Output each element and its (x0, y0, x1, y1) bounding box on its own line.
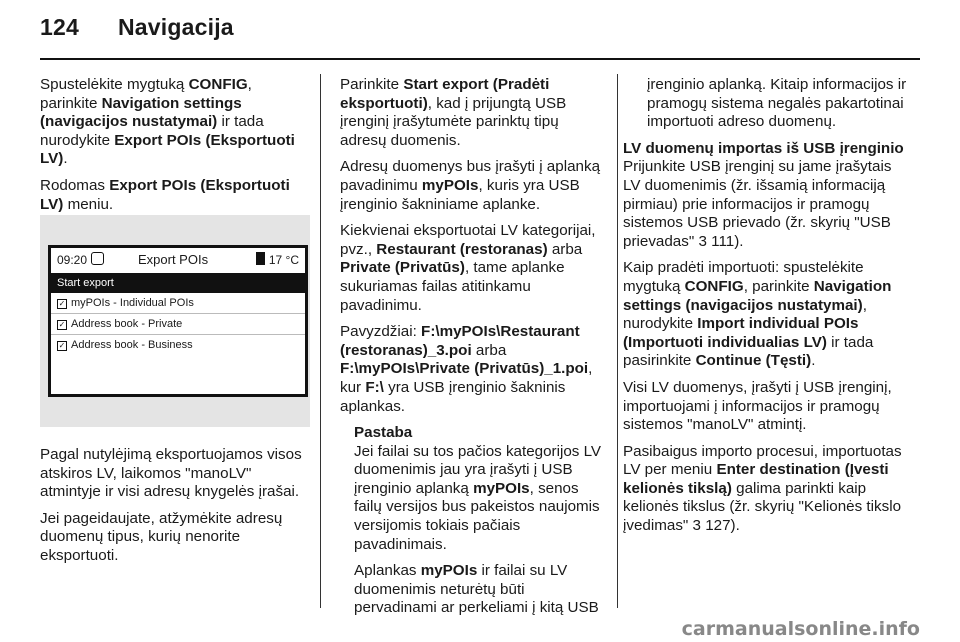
menu-item-start-export[interactable]: Start export (51, 273, 305, 293)
menu-item-address-private[interactable]: ✓ Address book - Private (51, 314, 305, 335)
display-screen (48, 245, 308, 397)
paragraph: Jei pageidaujate, atžymėkite adresų duomenų tipus, kurių nenorite eksportuoti. (40, 509, 283, 564)
note-continuation: įrenginio aplanką. Kitaip informacijos ir pramogų sistema negalės pakartotinai importuoti adreso duomenų. (647, 76, 907, 131)
paragraph: Parinkite Start export (Pradėti eksportuoti), kad į prijungtą USB įrenginį įrašytumėte parinktų tipų adresų duomenis. (340, 76, 567, 149)
note-paragraph: Aplankas myPOIs ir failai su LV duomenimis neturėtų būti pervadinami ar perkeliami į kitą USB (354, 562, 599, 617)
reference-arrow-icon: 3 (692, 517, 701, 535)
column-3 (623, 76, 913, 544)
column-divider (320, 74, 321, 608)
thermometer-icon (256, 252, 265, 265)
column-2 (340, 76, 608, 626)
column-1-lower (40, 446, 310, 574)
screenshot-figure (40, 215, 310, 427)
paragraph: Spustelėkite mygtuką CONFIG, parinkite Navigation settings (navigacijos nustatymai) ir tada nurodykite Export POIs (Eksportuoti LV). (40, 76, 295, 168)
note-paragraph: Jei failai su tos pačios kategorijos LV duomenimis jau yra įrašyti į USB įrenginio aplanką myPOIs, senos failų versijos bus pakeistos naujomis versijomis tokiais pačiais pavadinimais. (354, 442, 602, 553)
note-box (354, 424, 608, 618)
display-menu (51, 273, 305, 355)
display-temperature: 17 °C (268, 253, 299, 267)
paragraph: LV duomenų importas iš USB įrenginio Prijunkite USB įrenginį su jame įrašytais LV duomenimis (žr. išsamią informaciją pirmiau) prie informacijos ir pramogų sistemos USB prievado (žr. skyrių "USB prievadas" 3 111). (623, 139, 904, 250)
header-rule (40, 58, 920, 60)
page-header (40, 14, 234, 41)
checkbox-icon: ✓ (58, 320, 66, 329)
display-status-bar (51, 248, 305, 270)
menu-item-address-business[interactable]: ✓ Address book - Business (58, 339, 193, 351)
clock-icon (91, 252, 104, 265)
column-1 (40, 76, 310, 222)
paragraph: Visi LV duomenys, įrašyti į USB įrenginį, importuojami į informacijos ir pramogų sistemos "manoLV" atmintį. (623, 378, 892, 434)
note-title: Pastaba (354, 424, 413, 442)
paragraph: Pasibaigus importo procesui, importuotas LV per meniu Enter destination (Įvesti kelionės tikslą) galima parinkti kaip kelionės tikslus (žr. skyrių "Kelionės tikslo įvedimas" 3 127). (623, 442, 902, 535)
paragraph: Kaip pradėti importuoti: spustelėkite mygtuką CONFIG, parinkite Navigation settings (navigacijos nustatymai), nurodykite Import individual POIs (Importuoti individualias LV) ir tada pasirinkite Continue (Tęsti). (623, 259, 892, 370)
paragraph: Rodomas Export POIs (Eksportuoti LV) meniu. (40, 176, 290, 213)
reference-arrow-icon: 3 (698, 232, 707, 250)
checkbox-icon: ✓ (58, 341, 66, 350)
paragraph: Kiekvienai eksportuotai LV kategorijai, pvz., Restaurant (restoranas) arba Private (Privatūs), tame aplanke sukuriamas failas atitinkamu pavadinimu. (340, 222, 596, 314)
page-title: Navigacija (118, 14, 234, 40)
paragraph: Adresų duomenys bus įrašyti į aplanką pavadinimu myPOIs, kuris yra USB įrenginio šakniniame aplanke. (340, 158, 601, 213)
display-title: Export POIs (138, 252, 209, 267)
section-heading: LV duomenų importas iš USB įrenginio (623, 139, 904, 157)
menu-item-mypois[interactable]: ✓ myPOIs - Individual POIs (51, 293, 305, 314)
watermark: carmanualsonline.info (681, 618, 920, 640)
checkbox-icon: ✓ (58, 299, 66, 308)
paragraph: Pagal nutylėjimą eksportuojamos visos atskiros LV, laikomos "manoLV" atmintyje ir visi adresų knygelės įrašai. (40, 446, 302, 501)
paragraph: Pavyzdžiai: F:\myPOIs\Restaurant (restoranas)_3.poi arba F:\myPOIs\Private (Privatūs)_1.poi, kur F:\ yra USB įrenginio šakninis aplankas. (340, 323, 593, 415)
column-divider (617, 74, 618, 608)
display-time: 09:20 (57, 253, 88, 267)
page-number: 124 (40, 14, 79, 40)
